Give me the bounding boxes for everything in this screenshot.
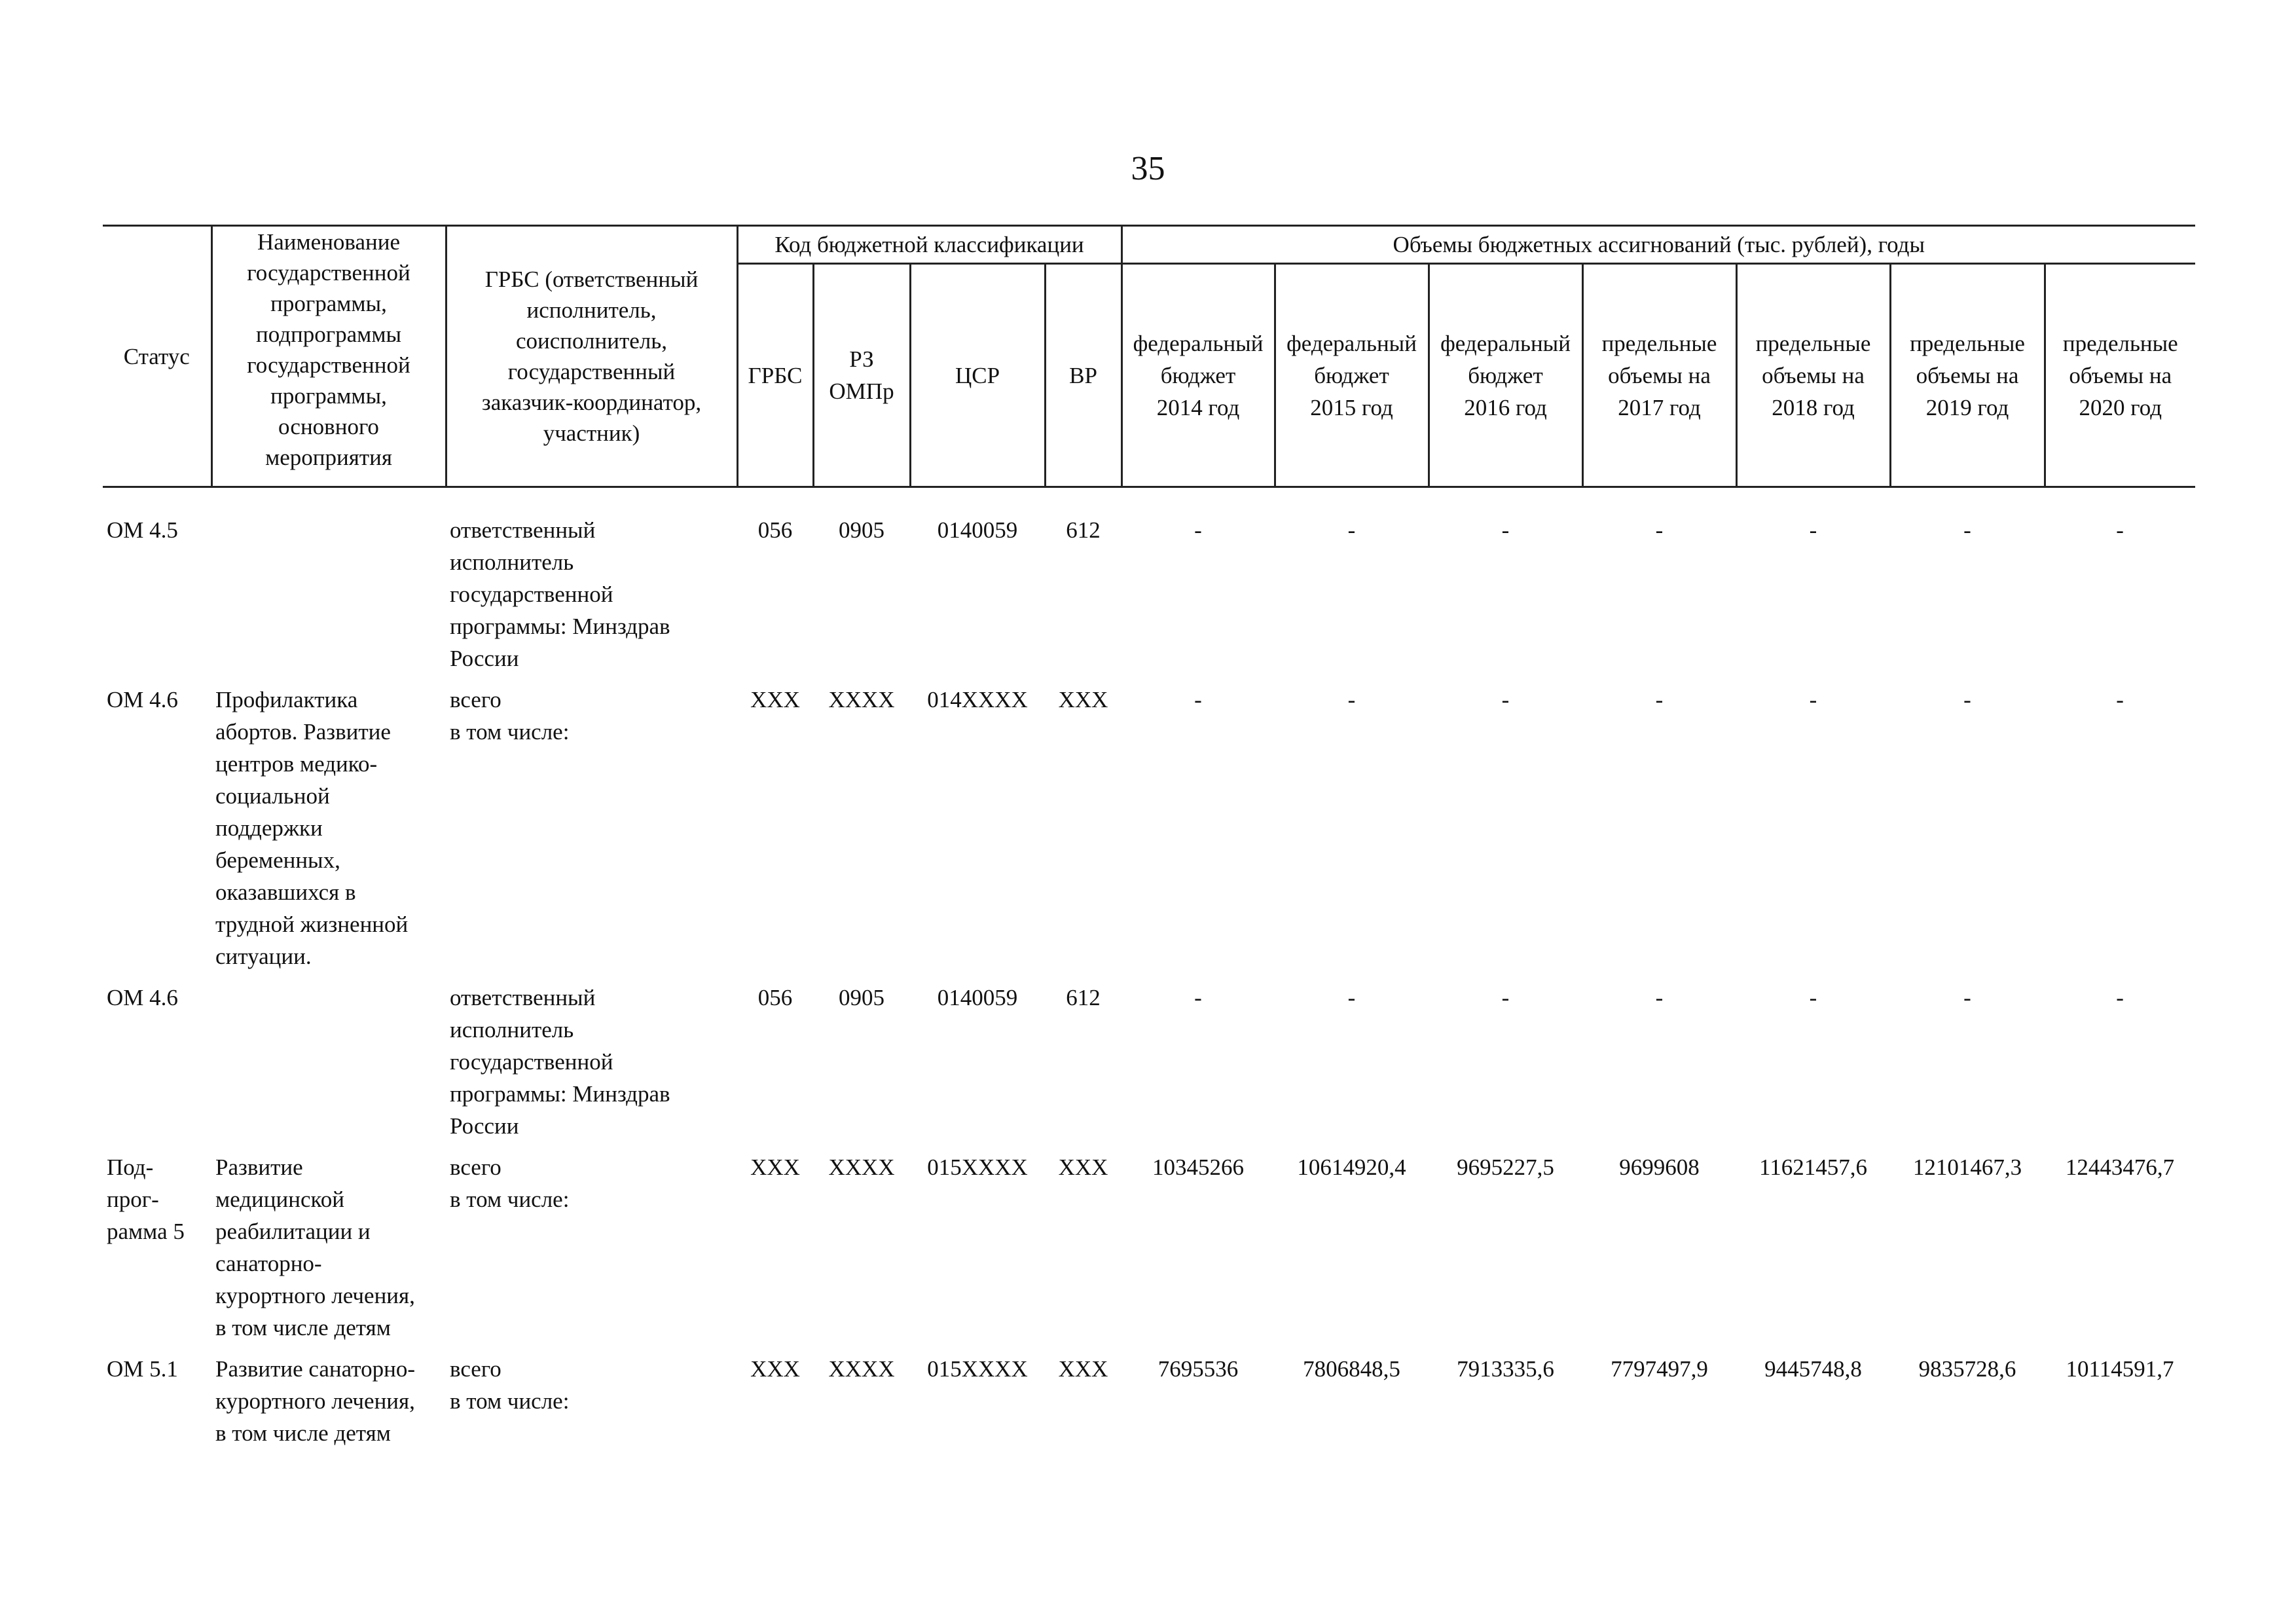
cell-value-2016: - (1501, 517, 1510, 543)
header-line: 2020 год (2079, 394, 2162, 420)
cell-value-2017: - (1655, 687, 1664, 712)
cell-program-name-line: медицинской (215, 1187, 344, 1212)
cell-grbs-participant-line: в том числе: (450, 719, 570, 745)
table-row (103, 514, 2195, 684)
header-line: 2018 год (1772, 394, 1855, 420)
cell-program-name-line: Профилактика (215, 687, 358, 712)
budget-table (103, 225, 2195, 1458)
cell-code-csr: 014XXXX (927, 687, 1028, 712)
cell-code-csr: 0140059 (937, 517, 1018, 543)
header-year-2020 (2045, 264, 2195, 487)
header-line: федеральный (1440, 330, 1571, 356)
cell-value-2014: - (1194, 687, 1202, 712)
cell-status-line: рамма 5 (107, 1219, 185, 1244)
header-line: 2019 год (1925, 394, 2009, 420)
cell-status (103, 1353, 211, 1458)
header-grbs-participant (446, 226, 737, 487)
cell-status (103, 684, 211, 982)
cell-program-name-line: санаторно- (215, 1251, 322, 1276)
cell-program-name-line: трудной жизненной (215, 912, 409, 937)
cell-status (103, 982, 211, 1151)
cell-value-2019: 9835728,6 (1918, 1356, 2016, 1382)
cell-value-2020: 10114591,7 (2066, 1356, 2174, 1382)
header-line: ГРБС (ответственный (484, 267, 699, 292)
cell-program-name-line: беременных, (215, 847, 340, 873)
cell-program-name-line: курортного лечения, (215, 1388, 415, 1414)
cell-grbs-participant-line: государственной (450, 1049, 613, 1075)
cell-value-2015: 10614920,4 (1297, 1154, 1406, 1180)
cell-status (103, 514, 211, 684)
cell-status-line: ОМ 4.5 (107, 517, 178, 543)
cell-value-2016: - (1501, 985, 1510, 1010)
cell-value-2020: - (2116, 985, 2124, 1010)
table-row (103, 982, 2195, 1151)
cell-value-2014: 10345266 (1152, 1154, 1244, 1180)
header-line: федеральный (1133, 330, 1264, 356)
cell-code-grbs: XXX (750, 1154, 800, 1180)
cell-value-2016: 7913335,6 (1457, 1356, 1554, 1382)
header-line: государственной (247, 260, 410, 286)
cell-grbs-participant (446, 684, 737, 982)
cell-code-rz-ompr: 0905 (839, 985, 884, 1010)
cell-program-name-line: ситуации. (215, 944, 312, 969)
cell-status (103, 1151, 211, 1353)
cell-value-2019: 12101467,3 (1912, 1154, 2022, 1180)
cell-program-name (211, 1353, 446, 1458)
cell-code-csr: 0140059 (937, 985, 1018, 1010)
cell-program-name-line: реабилитации и (215, 1219, 371, 1244)
cell-grbs-participant (446, 514, 737, 684)
header-line: объемы на (1608, 362, 1711, 388)
cell-grbs-participant-line: всего (450, 687, 501, 712)
header-year-2019 (1890, 264, 2045, 487)
cell-value-2018: - (1809, 517, 1817, 543)
header-line: заказчик-координатор, (481, 390, 702, 415)
header-line: 2015 год (1310, 394, 1393, 420)
cell-code-vr: 612 (1066, 517, 1101, 543)
header-year-2018 (1736, 264, 1890, 487)
cell-code-grbs: XXX (750, 687, 800, 712)
cell-grbs-participant-line: России (450, 1113, 519, 1139)
table-header (103, 226, 2195, 487)
cell-value-2014: - (1194, 985, 1202, 1010)
header-line: бюджет (1160, 362, 1236, 388)
table-row (103, 1151, 2195, 1353)
cell-status-line: ОМ 4.6 (107, 985, 178, 1010)
cell-grbs-participant-line: в том числе: (450, 1187, 570, 1212)
cell-code-grbs: 056 (757, 517, 793, 543)
cell-value-2019: - (1963, 985, 1971, 1010)
header-code-vr: ВР (1045, 264, 1121, 487)
cell-program-name-line: в том числе детям (215, 1420, 391, 1446)
cell-status-line: Под- (107, 1154, 154, 1180)
header-line: программы, (270, 383, 387, 409)
cell-value-2020: - (2116, 517, 2124, 543)
header-line: программы, (270, 291, 387, 316)
header-year-2014 (1121, 264, 1275, 487)
cell-grbs-participant-line: государственной (450, 581, 613, 607)
cell-value-2015: 7806848,5 (1303, 1356, 1400, 1382)
cell-grbs-participant (446, 982, 737, 1151)
cell-grbs-participant-line: всего (450, 1154, 501, 1180)
cell-value-2020: 12443476,7 (2065, 1154, 2175, 1180)
cell-grbs-participant-line: исполнитель (450, 549, 574, 575)
cell-value-2018: - (1809, 985, 1817, 1010)
cell-value-2014: 7695536 (1157, 1356, 1239, 1382)
cell-value-2015: - (1347, 687, 1356, 712)
cell-program-name (211, 684, 446, 982)
cell-grbs-participant-line: ответственный (450, 985, 596, 1010)
cell-program-name-line: Развитие санаторно- (215, 1356, 415, 1382)
cell-program-name-line: курортного лечения, (215, 1283, 415, 1308)
header-line: объемы на (1762, 362, 1865, 388)
cell-code-rz-ompr: XXXX (828, 687, 895, 712)
cell-program-name-line: Развитие (215, 1154, 303, 1180)
cell-code-grbs: XXX (750, 1356, 800, 1382)
cell-code-rz-ompr: 0905 (839, 517, 884, 543)
header-line: исполнитель, (526, 297, 657, 323)
header-year-2015 (1275, 264, 1429, 487)
header-line: 2016 год (1464, 394, 1547, 420)
header-line: бюджет (1468, 362, 1543, 388)
cell-program-name-line: абортов. Развитие (215, 719, 391, 745)
header-line: подпрограммы (256, 322, 401, 347)
cell-program-name-line: оказавшихся в (215, 879, 356, 905)
cell-code-vr: 612 (1066, 985, 1101, 1010)
header-year-2016 (1429, 264, 1582, 487)
cell-value-2019: - (1963, 517, 1971, 543)
cell-value-2016: - (1501, 687, 1510, 712)
cell-status-line: ОМ 4.6 (107, 687, 178, 712)
header-code-grbs: ГРБС (737, 264, 813, 487)
page-number: 35 (1131, 150, 1165, 187)
cell-code-vr: XXX (1058, 1356, 1108, 1382)
cell-grbs-participant-line: России (450, 646, 519, 671)
header-line: основного (278, 414, 379, 439)
cell-grbs-participant (446, 1151, 737, 1353)
cell-value-2014: - (1194, 517, 1202, 543)
cell-code-csr: 015XXXX (927, 1154, 1028, 1180)
cell-value-2016: 9695227,5 (1457, 1154, 1554, 1180)
header-line: государственной (247, 352, 410, 378)
header-line: ОМПр (829, 378, 894, 404)
cell-code-grbs: 056 (757, 985, 793, 1010)
table-row (103, 684, 2195, 982)
cell-grbs-participant-line: исполнитель (450, 1017, 574, 1043)
header-budget-code-group: Код бюджетной классификации (737, 226, 1121, 264)
header-line: объемы на (2069, 362, 2172, 388)
header-line: предельные (1755, 330, 1871, 356)
header-line: участник) (543, 420, 640, 446)
header-line: 2017 год (1618, 394, 1701, 420)
header-program-name (211, 226, 446, 487)
cell-program-name (211, 514, 446, 684)
header-line: предельные (1601, 330, 1717, 356)
header-line: бюджет (1314, 362, 1389, 388)
header-line: мероприятия (265, 445, 392, 470)
cell-value-2017: - (1655, 985, 1664, 1010)
cell-code-vr: XXX (1058, 1154, 1108, 1180)
table-body (103, 487, 2195, 1459)
cell-code-rz-ompr: XXXX (828, 1154, 895, 1180)
cell-code-vr: XXX (1058, 687, 1108, 712)
cell-program-name (211, 1151, 446, 1353)
cell-code-rz-ompr: XXXX (828, 1356, 895, 1382)
header-year-2017 (1582, 264, 1736, 487)
header-line: объемы на (1916, 362, 2019, 388)
header-line: предельные (2062, 330, 2178, 356)
cell-grbs-participant-line: в том числе: (450, 1388, 570, 1414)
header-status: Статус (103, 226, 211, 487)
cell-value-2020: - (2116, 687, 2124, 712)
cell-value-2015: - (1347, 517, 1356, 543)
cell-value-2017: 9699608 (1619, 1154, 1700, 1180)
header-line: государственный (507, 359, 676, 384)
header-line: соисполнитель, (515, 328, 667, 354)
header-line: предельные (1910, 330, 2025, 356)
cell-grbs-participant-line: всего (450, 1356, 501, 1382)
header-line: федеральный (1286, 330, 1417, 356)
cell-value-2018: - (1809, 687, 1817, 712)
cell-program-name-line: поддержки (215, 815, 323, 841)
header-code-csr: ЦСР (910, 264, 1045, 487)
cell-value-2015: - (1347, 985, 1356, 1010)
cell-program-name-line: социальной (215, 783, 330, 809)
cell-value-2017: - (1655, 517, 1664, 543)
header-line: Наименование (257, 229, 401, 255)
cell-grbs-participant (446, 1353, 737, 1458)
table-row (103, 1353, 2195, 1458)
header-code-rz-ompr (813, 264, 910, 487)
cell-grbs-participant-line: программы: Минздрав (450, 614, 670, 639)
cell-value-2018: 11621457,6 (1759, 1154, 1867, 1180)
cell-program-name (211, 982, 446, 1151)
cell-value-2018: 9445748,8 (1764, 1356, 1862, 1382)
cell-grbs-participant-line: ответственный (450, 517, 596, 543)
cell-program-name-line: центров медико- (215, 751, 378, 777)
cell-program-name-line: в том числе детям (215, 1315, 391, 1340)
cell-status-line: ОМ 5.1 (107, 1356, 178, 1382)
cell-status-line: прог- (107, 1187, 159, 1212)
cell-value-2017: 7797497,9 (1611, 1356, 1708, 1382)
cell-value-2019: - (1963, 687, 1971, 712)
header-line: 2014 год (1156, 394, 1240, 420)
header-volume-group: Объемы бюджетных ассигнований (тыс. рублей), годы (1121, 226, 2195, 264)
cell-grbs-participant-line: программы: Минздрав (450, 1081, 670, 1107)
cell-code-csr: 015XXXX (927, 1356, 1028, 1382)
header-line: РЗ (849, 346, 874, 372)
